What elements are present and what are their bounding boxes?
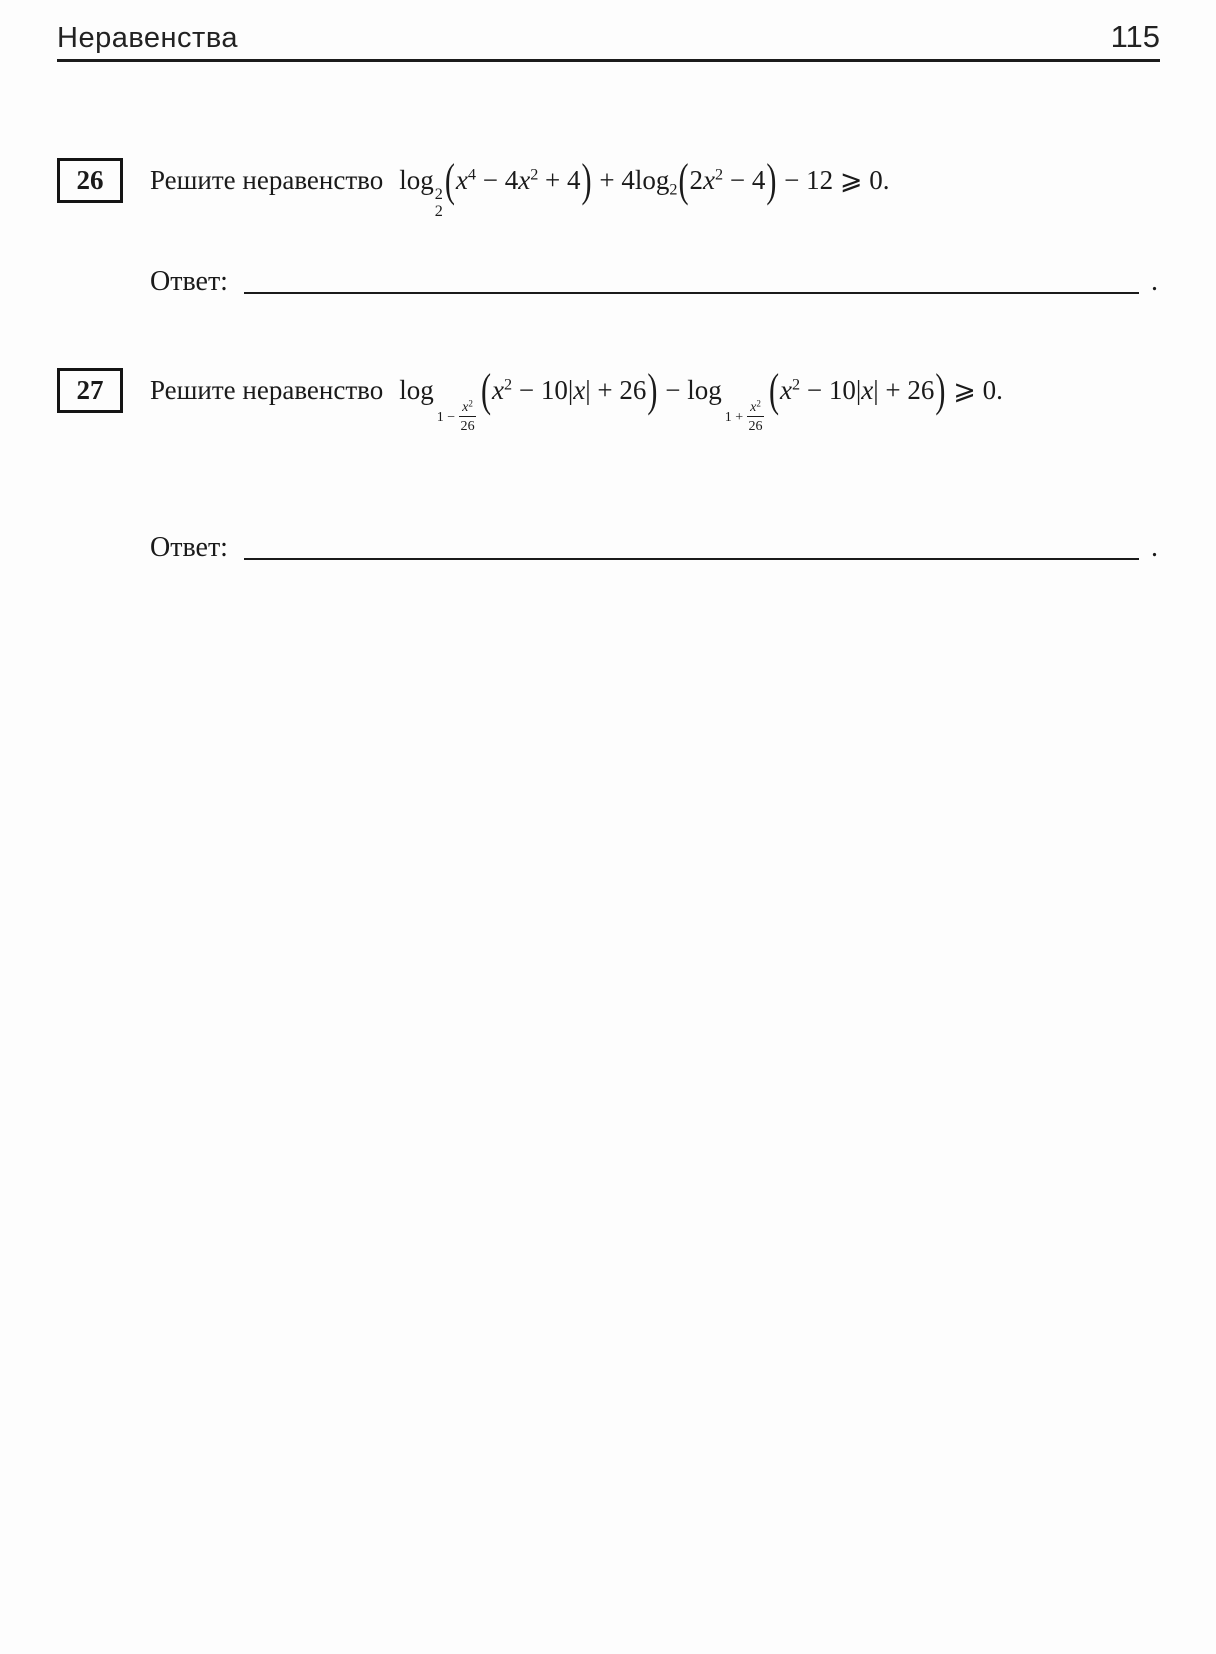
variable-x: x [518,165,531,195]
exponent-2: 2 [504,375,513,394]
problem-26-statement [150,153,890,220]
section-title: Неравенства [57,22,239,54]
coefficient-2: 2 [689,165,704,195]
operator-term: − 4 [723,165,766,195]
fraction-denominator: 26 [460,418,475,435]
exponent-2: 2 [530,165,539,184]
inequality-tail: − 12 ⩾ 0. [777,165,890,195]
fraction-denominator: 26 [748,418,763,435]
coefficient-4: 4 [621,165,635,195]
variable-x: x [492,375,505,405]
variable-x: x [703,165,716,195]
answer-blank-line [244,292,1139,294]
log-base-2: 2 [669,180,678,199]
fraction-numerator [747,399,764,417]
base-prefix: 1 − [436,408,456,425]
log-subscript: 2 [434,201,443,220]
log-function: log [399,375,434,405]
operator-term: − 4 [475,165,519,195]
open-paren: ( [678,153,689,207]
log-base-expression [437,399,476,434]
operator-term: | + 26 [873,375,935,405]
log-function: log [687,375,722,405]
inequality-tail: ⩾ 0. [946,375,1003,405]
exponent-2: 2 [756,398,761,409]
abs-variable-x: x [573,375,586,405]
log-function: log [634,165,670,195]
answer-period: . [1151,266,1158,297]
problem-26-number-box [57,158,123,203]
problem-27-number: 27 [76,375,104,405]
exponent-4: 4 [467,165,476,184]
exponent-2: 2 [792,375,801,394]
plus-operator: + [592,165,622,195]
operator-term: | + 26 [585,375,647,405]
variable-x: x [455,165,468,195]
minus-operator: − [658,375,688,405]
answer-period: . [1151,532,1158,563]
answer-row-27 [150,528,1158,564]
problem-26-number: 26 [76,165,104,195]
close-paren: ) [647,363,658,417]
problem-27-statement [150,363,1003,435]
log-base-expression [725,399,764,434]
abs-variable-x: x [861,375,874,405]
operator-term: − 10| [512,375,574,405]
open-paren: ( [480,363,492,417]
variable-x: x [780,375,793,405]
answer-row-26 [150,262,1158,298]
close-paren: ) [935,363,946,417]
variable-x: x [750,399,757,416]
fraction [747,399,764,434]
answer-blank-line [244,558,1139,560]
page-number: 115 [1110,19,1160,54]
answer-label: Ответ: [150,266,228,297]
problem-27-number-box [57,368,123,413]
log-sup-sub-stack [435,186,443,219]
close-paren: ) [581,153,592,207]
fraction [459,399,476,434]
log-function: log [399,165,434,195]
problem-26-prompt: Решите неравенство [150,165,384,195]
base-prefix: 1 + [724,408,744,425]
open-paren: ( [768,363,780,417]
problem-27-prompt: Решите неравенство [150,375,384,405]
fraction-numerator [459,399,476,417]
operator-term: + 4 [538,165,581,195]
log-superscript: 2 [434,185,443,204]
variable-x: x [462,399,469,416]
open-paren: ( [444,153,455,207]
operator-term: − 10| [800,375,862,405]
exponent-2: 2 [715,165,724,184]
close-paren: ) [766,153,777,207]
header-rule [57,59,1160,62]
exponent-2: 2 [468,398,473,409]
answer-label: Ответ: [150,532,228,563]
